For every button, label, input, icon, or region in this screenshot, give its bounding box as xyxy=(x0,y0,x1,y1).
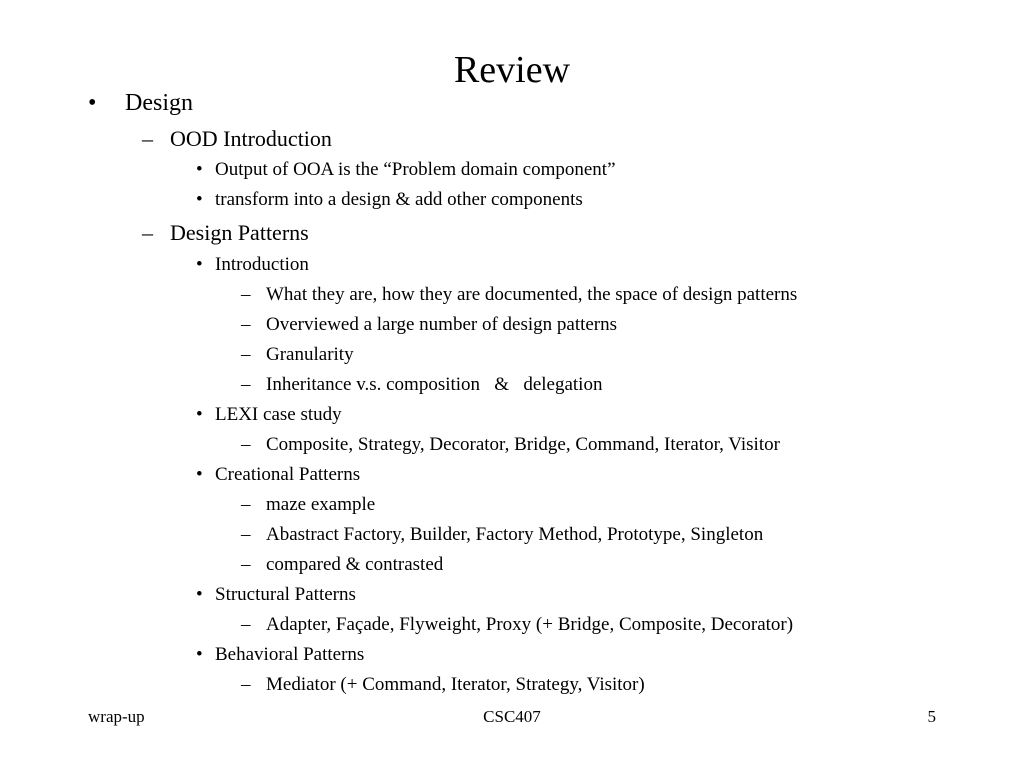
bullet-marker: – xyxy=(142,220,153,245)
bullet-text: OOD Introduction xyxy=(170,126,332,151)
bullet-marker: • xyxy=(196,189,203,210)
bullet-text: Design xyxy=(125,90,193,116)
bullet-marker: • xyxy=(88,90,97,116)
bullet-marker: • xyxy=(196,464,203,485)
bullet-marker: – xyxy=(241,494,251,515)
bullet-text: Mediator (+ Command, Iterator, Strategy, Visitor) xyxy=(266,674,645,695)
bullet-marker: • xyxy=(196,644,203,665)
bullet-text: Structural Patterns xyxy=(215,584,356,605)
bullet-text: LEXI case study xyxy=(215,404,342,425)
bullet-marker: • xyxy=(196,254,203,275)
bullet-marker: • xyxy=(196,159,203,180)
bullet-marker: – xyxy=(241,284,251,305)
slide-title: Review xyxy=(453,49,571,91)
bullet-text: Composite, Strategy, Decorator, Bridge, Command, Iterator, Visitor xyxy=(266,434,780,455)
footer-section-label: wrap-up xyxy=(88,707,145,726)
bullet-text: Abastract Factory, Builder, Factory Method, Prototype, Singleton xyxy=(266,524,764,545)
bullet-marker: – xyxy=(241,554,251,575)
bullet-marker: – xyxy=(241,524,251,545)
bullet-text: Adapter, Façade, Flyweight, Proxy (+ Bridge, Composite, Decorator) xyxy=(266,614,794,635)
bullet-text: Output of OOA is the “Problem domain component” xyxy=(215,159,616,180)
bullet-text: Granularity xyxy=(266,344,354,365)
bullet-text: transform into a design & add other components xyxy=(215,189,583,210)
bullet-marker: • xyxy=(196,404,203,425)
bullet-marker: – xyxy=(241,434,251,455)
bullet-text: Introduction xyxy=(215,254,309,275)
bullet-text: Behavioral Patterns xyxy=(215,644,365,665)
bullet-text: Inheritance v.s. composition & delegation xyxy=(266,374,603,395)
bullet-marker: – xyxy=(241,614,251,635)
bullet-text: maze example xyxy=(266,494,376,515)
footer-course-code: CSC407 xyxy=(483,707,541,726)
bullet-text: What they are, how they are documented, the space of design patterns xyxy=(266,284,798,305)
footer-page-number: 5 xyxy=(927,707,936,726)
bullet-marker: – xyxy=(241,314,251,335)
bullet-text: Overviewed a large number of design patterns xyxy=(266,314,618,335)
bullet-marker: – xyxy=(142,126,153,151)
bullet-text: Design Patterns xyxy=(170,220,309,245)
bullet-marker: – xyxy=(241,344,251,365)
bullet-marker: – xyxy=(241,374,251,395)
bullet-text: compared & contrasted xyxy=(266,554,444,575)
bullet-marker: • xyxy=(196,584,203,605)
bullet-text: Creational Patterns xyxy=(215,464,361,485)
bullet-marker: – xyxy=(241,674,251,695)
